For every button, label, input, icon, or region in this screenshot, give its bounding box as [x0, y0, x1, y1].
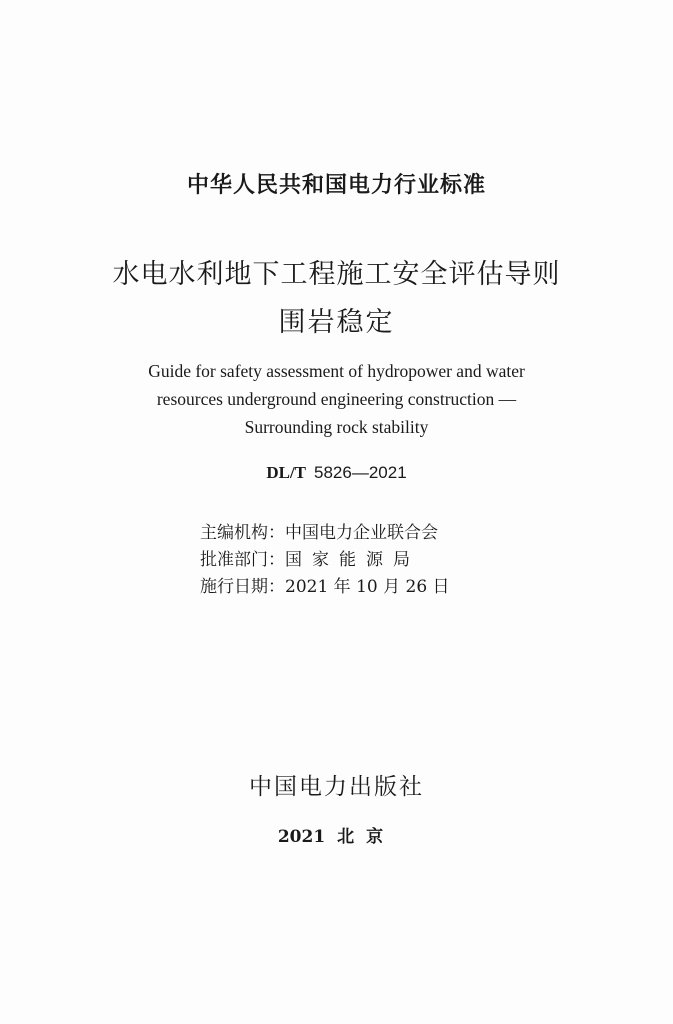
standard-code-prefix: DL/T	[266, 463, 307, 482]
publication-city: 北京	[337, 827, 396, 847]
approved-by-label: 批准部门：	[200, 550, 285, 570]
publication-year: 2021	[277, 827, 326, 847]
standard-series-title: 中华人民共和国电力行业标准	[186, 173, 486, 198]
effective-date-label: 施行日期：	[200, 577, 285, 597]
chinese-title-line-1: 水电水利地下工程施工安全评估导则	[112, 259, 561, 290]
effective-date-row	[200, 572, 450, 597]
publication-info	[0, 822, 673, 847]
chief-editor-value: 中国电力企业联合会	[285, 523, 438, 543]
chief-editor-row	[200, 518, 438, 543]
standard-code	[0, 463, 673, 483]
chief-editor-label: 主编机构：	[200, 523, 285, 543]
effective-date-value: 2021 年 10 月 26 日	[285, 577, 450, 597]
approved-by-row	[200, 545, 420, 570]
english-title-line-3: Surrounding rock stability	[244, 417, 429, 437]
publisher-name: 中国电力出版社	[249, 774, 424, 800]
chinese-title-line-2: 围岩稳定	[278, 307, 395, 338]
approved-by-value: 国家能源局	[285, 550, 420, 570]
english-title-line-2: resources underground engineering construction —	[156, 389, 517, 409]
standard-code-number: 5826—2021	[314, 463, 407, 482]
english-title-line-1: Guide for safety assessment of hydropower and water	[148, 361, 525, 381]
